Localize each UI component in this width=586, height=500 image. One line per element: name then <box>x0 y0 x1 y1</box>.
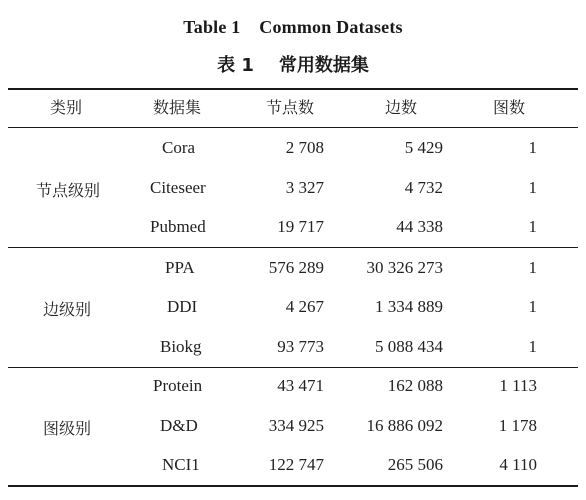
header-edges: 边数 <box>385 98 418 117</box>
table-row-dataset: Protein <box>153 376 203 395</box>
table-row-nodes: 4 267 <box>285 297 324 316</box>
table-row-edges: 5 088 434 <box>375 337 443 356</box>
category-graph-level: 图级别 <box>43 419 92 438</box>
table-row-edges: 5 429 <box>404 138 443 157</box>
group-divider-1 <box>8 247 578 248</box>
category-node-level: 节点级别 <box>36 181 101 200</box>
header-category: 类别 <box>50 98 83 117</box>
table-row-edges: 265 506 <box>387 455 443 474</box>
table-row-nodes: 576 289 <box>268 258 324 277</box>
table-row-dataset: PPA <box>165 258 195 277</box>
header-rule <box>8 127 578 128</box>
table-row-dataset: Pubmed <box>150 217 206 236</box>
table-row-dataset: Cora <box>162 138 196 157</box>
header-graphs: 图数 <box>493 98 526 117</box>
table-row-graphs: 1 <box>528 258 537 277</box>
table-row-dataset: Citeseer <box>150 178 206 197</box>
header-nodes: 节点数 <box>266 98 315 117</box>
table-row-dataset: D&D <box>160 416 198 435</box>
table-row-graphs: 1 <box>528 297 537 316</box>
group-divider-2 <box>8 367 578 368</box>
header-dataset: 数据集 <box>153 98 202 117</box>
table-title-chinese: 表 1 常用数据集 <box>217 55 369 76</box>
table-row-graphs: 1 178 <box>498 416 537 435</box>
table-row-dataset: Biokg <box>160 337 202 356</box>
table-row-nodes: 3 327 <box>285 178 324 197</box>
category-edge-level: 边级别 <box>43 300 92 319</box>
top-rule <box>8 88 578 90</box>
bottom-rule <box>8 485 578 487</box>
table-row-edges: 16 886 092 <box>366 416 443 435</box>
table-row-edges: 30 326 273 <box>366 258 443 277</box>
table-row-edges: 1 334 889 <box>375 297 443 316</box>
table-row-graphs: 1 113 <box>499 376 537 395</box>
table-row-dataset: DDI <box>167 297 198 316</box>
table-row-graphs: 4 110 <box>499 455 537 474</box>
table-row-graphs: 1 <box>528 337 537 356</box>
table-row-edges: 4 732 <box>404 178 443 197</box>
table-row-graphs: 1 <box>528 138 537 157</box>
table-row-graphs: 1 <box>528 217 537 236</box>
table-row-nodes: 93 773 <box>277 337 324 356</box>
table-row-graphs: 1 <box>528 178 537 197</box>
table-row-nodes: 122 747 <box>268 455 324 474</box>
table-row-nodes: 334 925 <box>268 416 324 435</box>
table-row-nodes: 2 708 <box>285 138 324 157</box>
table-row-dataset: NCI1 <box>162 455 200 474</box>
table-row-nodes: 43 471 <box>277 376 324 395</box>
table-row-edges: 162 088 <box>387 376 443 395</box>
table-row-edges: 44 338 <box>396 217 443 236</box>
table-row-nodes: 19 717 <box>277 217 324 236</box>
table-title-english: Table 1 Common Datasets <box>183 17 403 37</box>
